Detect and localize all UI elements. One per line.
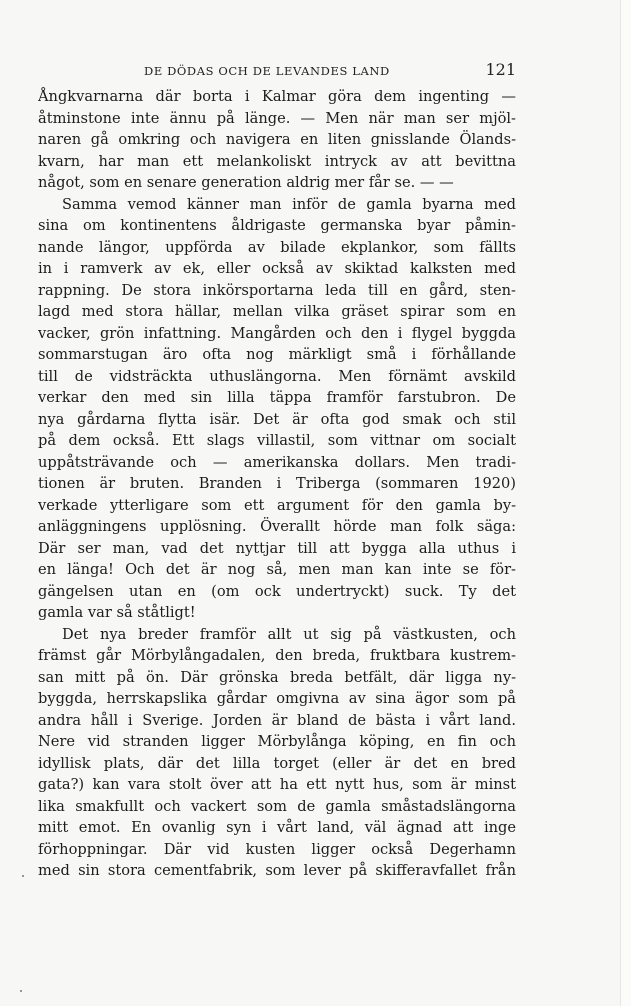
text-line: åtminstone inte ännu på länge. — Men när man ser mjöl- [38, 109, 516, 127]
running-head: DE DÖDAS OCH DE LEVANDES LAND [144, 64, 390, 78]
text-line: idyllisk plats, där det lilla torget (eller är det en bred [38, 754, 516, 772]
text-line: mitt emot. En ovanlig syn i vårt land, väl ägnad att inge [38, 819, 516, 836]
text-line: nande längor, uppförda av bilade ekplankor, som fällts [38, 238, 516, 256]
text-line: san mitt på ön. Där grönska breda betfält, där ligga ny- [38, 668, 516, 686]
text-line: med sin stora cementfabrik, som lever på skifferavfallet från [38, 862, 516, 879]
text-line: Nere vid stranden ligger Mörbylånga köping, en fin och [38, 733, 516, 750]
text-line: kvarn, har man ett melankoliskt intryck av att bevittna [38, 152, 516, 170]
text-line: Det nya breder framför allt ut sig på västkusten, och [62, 625, 516, 643]
text-line: rappning. De stora inkörsportarna leda till en gård, sten- [38, 281, 516, 299]
page-header [38, 60, 516, 84]
text-line: gata?) kan vara stolt över att ha ett nytt hus, som är minst [38, 776, 516, 793]
text-line: Ångkvarnarna där borta i Kalmar göra dem ingenting — [38, 88, 516, 105]
speck [22, 875, 24, 877]
text-line: verkade ytterligare som ett argument för den gamla by- [38, 496, 516, 514]
text-line: något, som en senare generation aldrig mer får se. — — [38, 174, 454, 191]
text-line: Där ser man, vad det nyttjar till att bygga alla uthus i [38, 539, 516, 557]
page-edge [620, 0, 631, 1006]
text-line: gamla var så ståtligt! [38, 604, 196, 621]
text-line: lika smakfullt och vackert som de gamla småstadslängorna [38, 797, 516, 815]
text-line: nya gårdarna flytta isär. Det är ofta god smak och stil [38, 410, 516, 428]
text-line: vacker, grön infattning. Mangården och den i flygel byggda [38, 324, 516, 342]
text-line: till de vidsträckta uthuslängorna. Men förnämt avskild [38, 367, 516, 385]
text-line: anläggningens upplösning. Överallt hörde man folk säga: [38, 518, 516, 535]
text-line: verkar den med sin lilla täppa framför farstubron. De [38, 389, 516, 406]
text-line: tionen är bruten. Branden i Triberga (sommaren 1920) [38, 475, 516, 492]
text-line: naren gå omkring och navigera en liten gnisslande Ölands- [38, 131, 516, 148]
page-number: 121 [485, 60, 516, 79]
speck [20, 990, 22, 992]
text-line: främst går Mörbylångadalen, den breda, fruktbara kustrem- [38, 647, 516, 664]
text-line: in i ramverk av ek, eller också av skiktad kalksten med [38, 260, 516, 277]
text-line: lagd med stora hällar, mellan vilka gräset spirar som en [38, 303, 516, 320]
text-line: Samma vemod känner man inför de gamla byarna med [62, 195, 516, 213]
text-line: sommarstugan äro ofta nog märkligt små i förhållande [38, 346, 516, 363]
text-line: gängelsen utan en (om ock undertryckt) suck. Ty det [38, 582, 516, 600]
body-text [38, 86, 516, 882]
text-line: sina om kontinentens åldrigaste germanska byar påmin- [38, 217, 516, 234]
text-line: andra håll i Sverige. Jorden är bland de bästa i vårt land. [38, 711, 516, 729]
text-line: förhoppningar. Där vid kusten ligger också Degerhamn [38, 840, 516, 858]
text-line: en länga! Och det är nog så, men man kan inte se för- [38, 561, 516, 578]
text-line: byggda, herrskapslika gårdar omgivna av sina ägor som på [38, 690, 516, 707]
text-line: på dem också. Ett slags villastil, som vittnar om socialt [38, 432, 516, 449]
text-line: uppåtsträvande och — amerikanska dollars. Men tradi- [38, 453, 516, 471]
